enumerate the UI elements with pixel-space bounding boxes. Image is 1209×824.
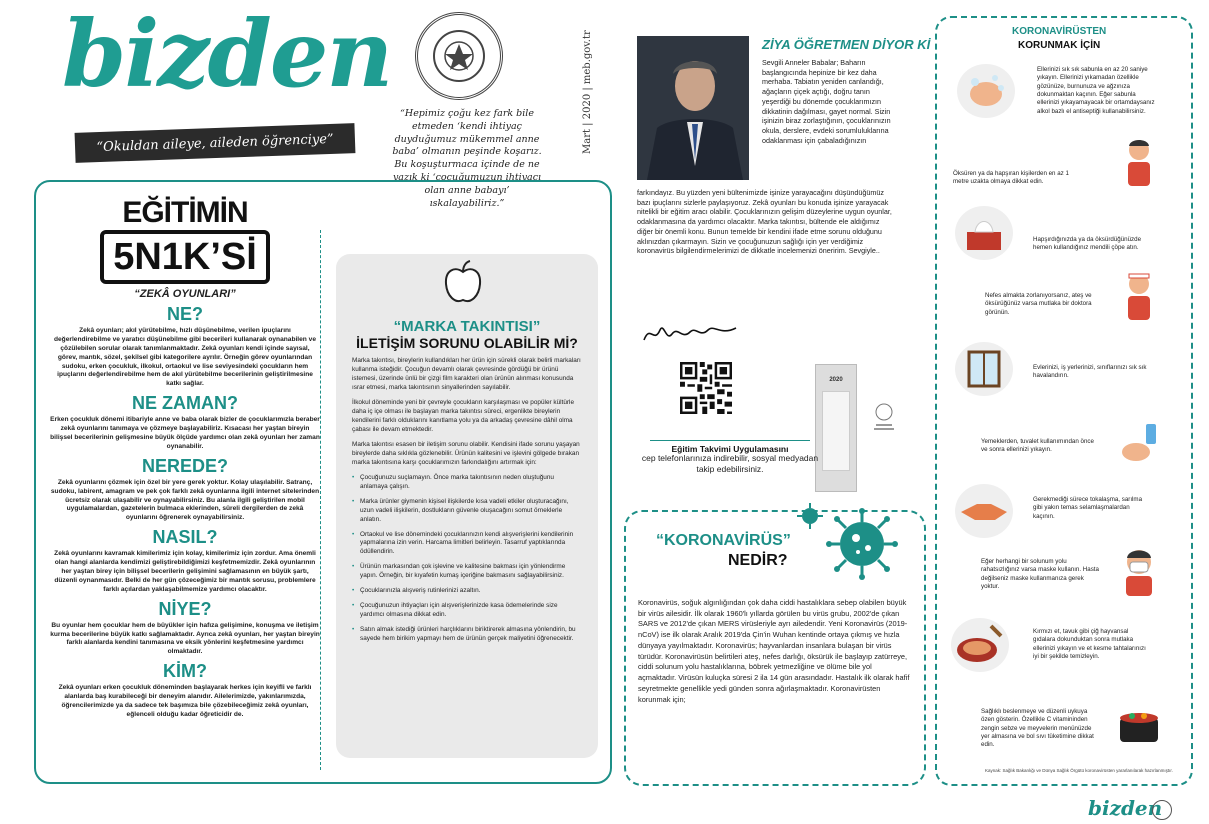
section-body-ne: Zekâ oyunları; akıl yürütebilme, hızlı düşünebilme, verilen ipuçlarını değerlendirebilme ve yaratıcı düşünebilme gibi becerileri kullanarak oynanabilen ve çözülebilen sorular olarak tanımlanmaktadır. Zekâ oyunları kendi içinde sayısal, görev, mantık, sözel, şekilsel gibi kategorilere ayrılır. Örneğin görev oyunlarından sudoku, erken çocukluk, ilkokul, ortaokul ve lise seviyesindeki çocukların hem ipuçlarını değerlendirebilme hem de akıl yürütebilme becerilerinin geliştirilmesine katkı sağlar. — [53, 327, 317, 388]
tissue-icon — [955, 206, 1013, 260]
meb-seal-icon — [415, 12, 503, 100]
tip-raw-meat — [945, 614, 1185, 676]
seal-emblem-icon — [433, 30, 485, 82]
list-item: • Marka ürünler giymenin kişisel ilişkilerde kısa vadeli etkiler oluşturacağını, uzun vadeli ilişkilerin, dostlukların güvenle oluşacağını somut örneklerle anlatın. — [352, 498, 582, 525]
signature-icon — [640, 318, 740, 348]
korunma-subtitle: KORUNMAK İÇİN — [1018, 40, 1101, 51]
section-body-ne-zaman: Erken çocukluk dönemi itibariyle anne ve baba olarak bizler de çocuklarımızla beraber zekâ oyunlarını tanımaya ve çözmeye başlayabiliriz. Kısacası her yaştan bireyin bilişsel becerilerinin gelişmesine büyük ölçüde yardımcı olan zekâ oyunları her zaman oynanabilir. — [50, 416, 320, 450]
tip-text: Nefes almakta zorlanıyorsanız, ateş ve öksürüğünüz varsa mutlaka bir doktora görünün. — [985, 292, 1092, 316]
mask-icon — [1110, 542, 1168, 596]
education-calendar-image — [815, 364, 857, 492]
meat-icon — [951, 618, 1009, 672]
koronavirus-title: “KORONAVİRÜS” — [656, 532, 791, 549]
handshake-icon — [955, 484, 1013, 538]
tip-text: Gerekmediği sürece tokalaşma, sarılma gibi yakın temas selamlaşmalardan kaçının. — [1033, 496, 1143, 520]
tip-text: Kırmızı et, tavuk gibi çiğ hayvansal gıdalara dokunduktan sonra mutlaka ellerinizi yıkayın ve et kesme tahtalarınızı iyi bir şekilde temizleyin. — [1033, 628, 1146, 661]
korunma-title: KORONAVİRÜSTEN — [1012, 26, 1107, 37]
tip-text: Hapşırdığınızda ya da öksürdüğünüzde hemen kullandığınız mendili çöpe atın. — [1033, 236, 1142, 252]
tip-ventilate — [945, 340, 1185, 402]
virus-small-icon — [797, 503, 823, 529]
tip-wash-before-after — [945, 414, 1185, 476]
tip-no-handshake — [945, 482, 1185, 544]
marka-title: “MARKA TAKINTISI” — [393, 318, 541, 335]
source-note: Kaynak: Sağlık Bakanlığı ve Dünya Sağlık Örgütü koronavirüsten yararlanılarak hazırlanmıştır. — [985, 768, 1173, 773]
section-title-kim: KİM? — [163, 661, 207, 682]
footer-seal-icon — [1152, 800, 1172, 820]
zeka-oyunlari-subtitle: “ZEKÂ OYUNLARI” — [134, 288, 236, 300]
footer-bizden-logo: bizden — [1088, 796, 1163, 820]
tip-handwash — [945, 60, 1185, 122]
marka-paragraph: Marka takıntısı, bireylerin kullandıkları her ürün için sürekli olarak belirli markaları kullanma isteğidir. Çocuğun devamlı olarak çevresinde gördüğü bir ürünü istemesi, üzerinde ünlü bir çizgi film karakteri olan ürünün alınması konusunda ısrar etmesi, marka takıntısının sinyallerinden sayılabilir. — [352, 357, 581, 391]
fever-icon — [1110, 266, 1168, 320]
tip-mask — [945, 540, 1185, 602]
tip-text: Ellerinizi sık sık sabunla en az 20 saniye yıkayın. Ellerinizi yıkamadan özellikle gözünüze, burnunuza ve ağzınıza dokunmaktan kaçının. Eğer sabunla ellerinizi yıkayamayacak bir ortamdaysanız alkol bazlı el antiseptiği kullanabilirsiniz. — [1037, 66, 1155, 115]
ziya-letter-part2: farkındayız. Bu yüzden yeni bültenimizde işinize yarayacağını düşündüğümüz bazı ipuçlarını sizlerle paylaşıyoruz. Zekâ oyunları bu konuda işinize yarayacak nitelikli bir eğitim aracı olabilir. Çocuklarınızın gelişim düzeylerine uygun oyunlar, odaklanmasına da yardımcı olacaktır. Marka takıntısı, bültende ele aldığımız diğer bir önemli konu. Bunun temelde bir kendini ifade etme sorunu olduğunu aklınızdan çıkarmayın. Sizin ve çocuğunuzun sağlığı için yer verdiğimiz koronavirüs bilgilendirmelerimizi de dikkatle incelemenizi öneririm. Sevgiyle.. — [637, 188, 892, 256]
tip-text: Öksüren ya da hapşıran kişilerden en az 1 metre uzakta olmaya dikkat edin. — [953, 170, 1069, 186]
sanitizer-icon — [1110, 418, 1168, 472]
tip-nutrition — [945, 690, 1185, 752]
window-icon — [955, 342, 1013, 396]
calendar-year-label: 2020 — [829, 377, 843, 383]
egitim-column — [50, 190, 320, 780]
list-item: • Ortaokul ve lise dönemindeki çocuklarınızın kendi alışverişlerini kendilerinin yapmalarına izin verin. Harcama limitleri belirleyin. Tasarruf yaptıklarında ödüllendirin. — [352, 531, 582, 558]
minister-photo — [637, 36, 749, 180]
marka-subtitle: İLETİŞİM SORUNU OLABİLİR Mİ? — [356, 335, 578, 351]
editor-quote: “Hepimiz çoğu kez fark bile etmeden ‘kendi ihtiyaç duyduğumuz mükemmel anne baba’ olmanın peşinde koşarız. Bu koşuşturmaca içinde de ne yazık ki ‘çocuğumuzun ihtiyacı olan anne babayı’ ıskalayabiliriz.” — [392, 108, 542, 209]
marka-tips-list — [352, 474, 582, 645]
ziya-title: ZİYA ÖĞRETMEN DİYOR Kİ — [762, 37, 931, 52]
tip-distance — [945, 130, 1185, 192]
section-title-ne: NE? — [167, 304, 203, 324]
marka-title-block — [352, 318, 582, 351]
virus-icon — [826, 508, 898, 580]
column-divider — [320, 230, 321, 770]
marka-paragraph: Marka takıntısı esasen bir iletişim sorunu olabilir. Kendisini ifade sorunu yaşayan bireylerde daha sıklıkla gözlenebilir. Ürünün kalitesini ve işlevini gölgede bırakan marka takıntısına karşı çocuklarımızın farkındalığını artırmak için: — [352, 440, 580, 466]
koronavirus-subtitle: NEDİR? — [728, 552, 788, 569]
5n1k-badge: 5N1K’Sİ — [100, 230, 270, 284]
list-item: • Ürünün markasından çok işlevine ve kalitesine bakması için yönlendirme yapın. Örneğin, bir kıyafetin kumaş içeriğine bakmasını sağlayabilirsiniz. — [352, 563, 582, 581]
bizden-logo: bizden — [62, 0, 392, 108]
section-title-nasil: NASIL? — [152, 527, 218, 548]
app-description: cep telefonlarınıza indirebilir, sosyal medyadan takip edebilirsiniz. — [641, 453, 819, 475]
marka-takintisi-panel — [336, 254, 598, 758]
tip-tissue — [945, 202, 1185, 264]
section-body-nerede: Zekâ oyunlarını çözmek için özel bir yere gerek yoktur. Kolay ulaşılabilir. Satranç, sudoku, labirent, amagram ve pek çok farklı zekâ oyunlarına ilgili internet sitelerinden ücretsiz olarak ulaşabilir ve oynayabilirsiniz. Bu alanla ilgili geliştirilen mobil uygulamalardan, gazetelerin bulmaca eklerinden, süreli dergilerden de zekâ oyunlarını öğrenerek oynayabilirsiniz. — [50, 478, 320, 522]
list-item: • Çocuklarınızla alışveriş rutinlerinizi azaltın. — [352, 587, 582, 596]
tip-fever — [945, 262, 1185, 324]
tip-text: Evlerinizi, iş yerlerinizi, sınıflarınızı sık sık havalandırın. — [1033, 364, 1147, 380]
issue-date-vertical: Mart | 2020 | meb.gov.tr — [582, 30, 593, 154]
tip-text: Sağlıklı beslenmeye ve düzenli uykuya özen gösterin. Özellikle C vitamininden zengin sebze ve meyvelerin menünüzde yer almasına ve bol sıvı tüketimine dikkat edin. — [981, 708, 1094, 749]
koronavirus-description: Koronavirüs, soğuk algınlığından çok daha ciddi hastalıklara sebep olabilen büyük bir virüs ailesidir. İlk olarak 1960'lı yıllarda görülen bu virüs grubu, 2002'de çıkan SARS ve 2012'de çıkan MERS virüsleriyle ayrı ailedendir. Yeni Koronavirüs (2019-nCoV) ise ilk olarak Aralık 2019'da Çin'in Wuhan kentinde ortaya çıkmış ve hızla dünyaya yayılmaktadır. Koronavirüs; hayvanlardan insanlara bulaşan bir virüs türüdür. Koronavirüsün belirtileri ateş, nefes darlığı, öksürük ile başlayıp zatürreye, ciddi solunum yolu hastalıklarına, böbrek yetmezliğine ve ölüme bile yol açmaktadır. Virüsün kuluçka süresi 2 ila 14 gün arasındadır. Hastalık ilk olarak hafif seyretmekte genellikle yedi günden sonra ağırlaşmaktadır. Koronavirüsten korunmak için; — [638, 598, 910, 704]
section-title-nerede: NEREDE? — [141, 455, 228, 476]
tagline: “Okuldan aileye, aileden öğrenciye” — [75, 123, 356, 163]
ziya-letter-part1: Sevgili Anneler Babalar; Baharın başlangıcında hepinize bir kez daha merhaba. Tabiatın yeniden canlandığı, ağaçların çiçek açtığı, doğru tanın yeşerdiği bu dönemde çocuklarımızın dikkatinin dağılması, gayet normal. Sizin işinizin biraz zorlaştığının, çocuklarınızın okula, derslere, evdeki sorumluluklarına odaklanması için çabaladığınızın — [762, 58, 891, 145]
apple-icon — [443, 260, 483, 306]
section-title-ne-zaman: NE ZAMAN? — [132, 393, 238, 414]
calendar-page — [822, 391, 850, 471]
pot-icon — [1110, 694, 1168, 748]
section-title-niye: NİYE? — [158, 598, 212, 619]
cough-icon — [1110, 132, 1168, 186]
qr-code-icon[interactable] — [680, 362, 732, 414]
list-item: • Çocuğunuzun ihtiyaçları için alışverişlerinizde kasa ödemelerinde size yardımcı olmasına dikkat edin. — [352, 602, 582, 620]
egitimin-title: EĞİTİMİN — [122, 196, 248, 229]
list-item: • Satın almak istediği ürünleri harçlıklarını biriktirerek almasına yönlendirin, bu sayede hem birikim yapmayı hem de ürünün gerçek maliyetini öğrenecektir. — [352, 626, 582, 644]
app-title: Eğitim Takvimi Uygulamasını — [650, 440, 810, 454]
list-item: • Çocuğunuzu suçlamayın. Önce marka takıntısının neden oluştuğunu anlamaya çalışın. — [352, 474, 582, 492]
tip-text: Eğer herhangi bir solunum yolu rahatsızlığınız varsa maske kullanın. Hasta değilseniz maske kullanmanıza gerek yoktur. — [981, 558, 1099, 591]
section-body-niye: Bu oyunlar hem çocuklar hem de büyükler için hafıza gelişimine, konuşma ve iletişim kurma becerilerine büyük katkı sağlamaktadır. Ayrıca zekâ oyunları, her yaştan bireyin farklı alanlarda kendini tanımasına ve eksik yönlerini keşfetmesine yardımcı olmaktadır. — [50, 621, 320, 656]
tip-text: Yemeklerden, tuvalet kullanımından önce ve sonra ellerinizi yıkayın. — [981, 438, 1094, 454]
marka-paragraph: İlkokul döneminde yeni bir çevreyle çocukların karşılaşması ve popüler kültürle daha iç içe olması ile başlayan marka takıntısı süreci, ergenlikte bireylerin kendilerini farklı olduklarını kanıtlama yolu ya da arkadaş çevresine dâhil olma çabası ile devam etmektedir. — [352, 398, 574, 433]
calendar-logo-icon — [870, 400, 898, 436]
section-body-nasil: Zekâ oyunlarını kavramak kimilerimiz için kolay, kimilerimiz için zordur. Ama önemli olan hangi alanlarda kendimizi geliştirebildiğimizi keşfetmemizdir. Zekâ oyunlarının her yaştan birey için bilişsel becerilerin gelişimini sağlamasının en büyük şartı, düzenli oynanmasıdır. Belki de her gün çözeceğimiz bir mantık sorusu, problemlere farklı açılardan yaklaşabilmemize yardımcı olacaktır. — [54, 550, 316, 593]
section-body-kim: Zekâ oyunları erken çocukluk döneminden başlayarak herkes için keyifli ve farklı alanlarda baş kurabileceği bir deneyim alanıdır. Ailelerimizde, yakınlarımızda, öğrencilerimizde ya da sadece tek başımıza bile çözebileceğimiz zekâ oyunları, eğlenceli olduğu kadar öğreticidir de. — [58, 684, 312, 718]
handwash-icon — [957, 64, 1015, 118]
